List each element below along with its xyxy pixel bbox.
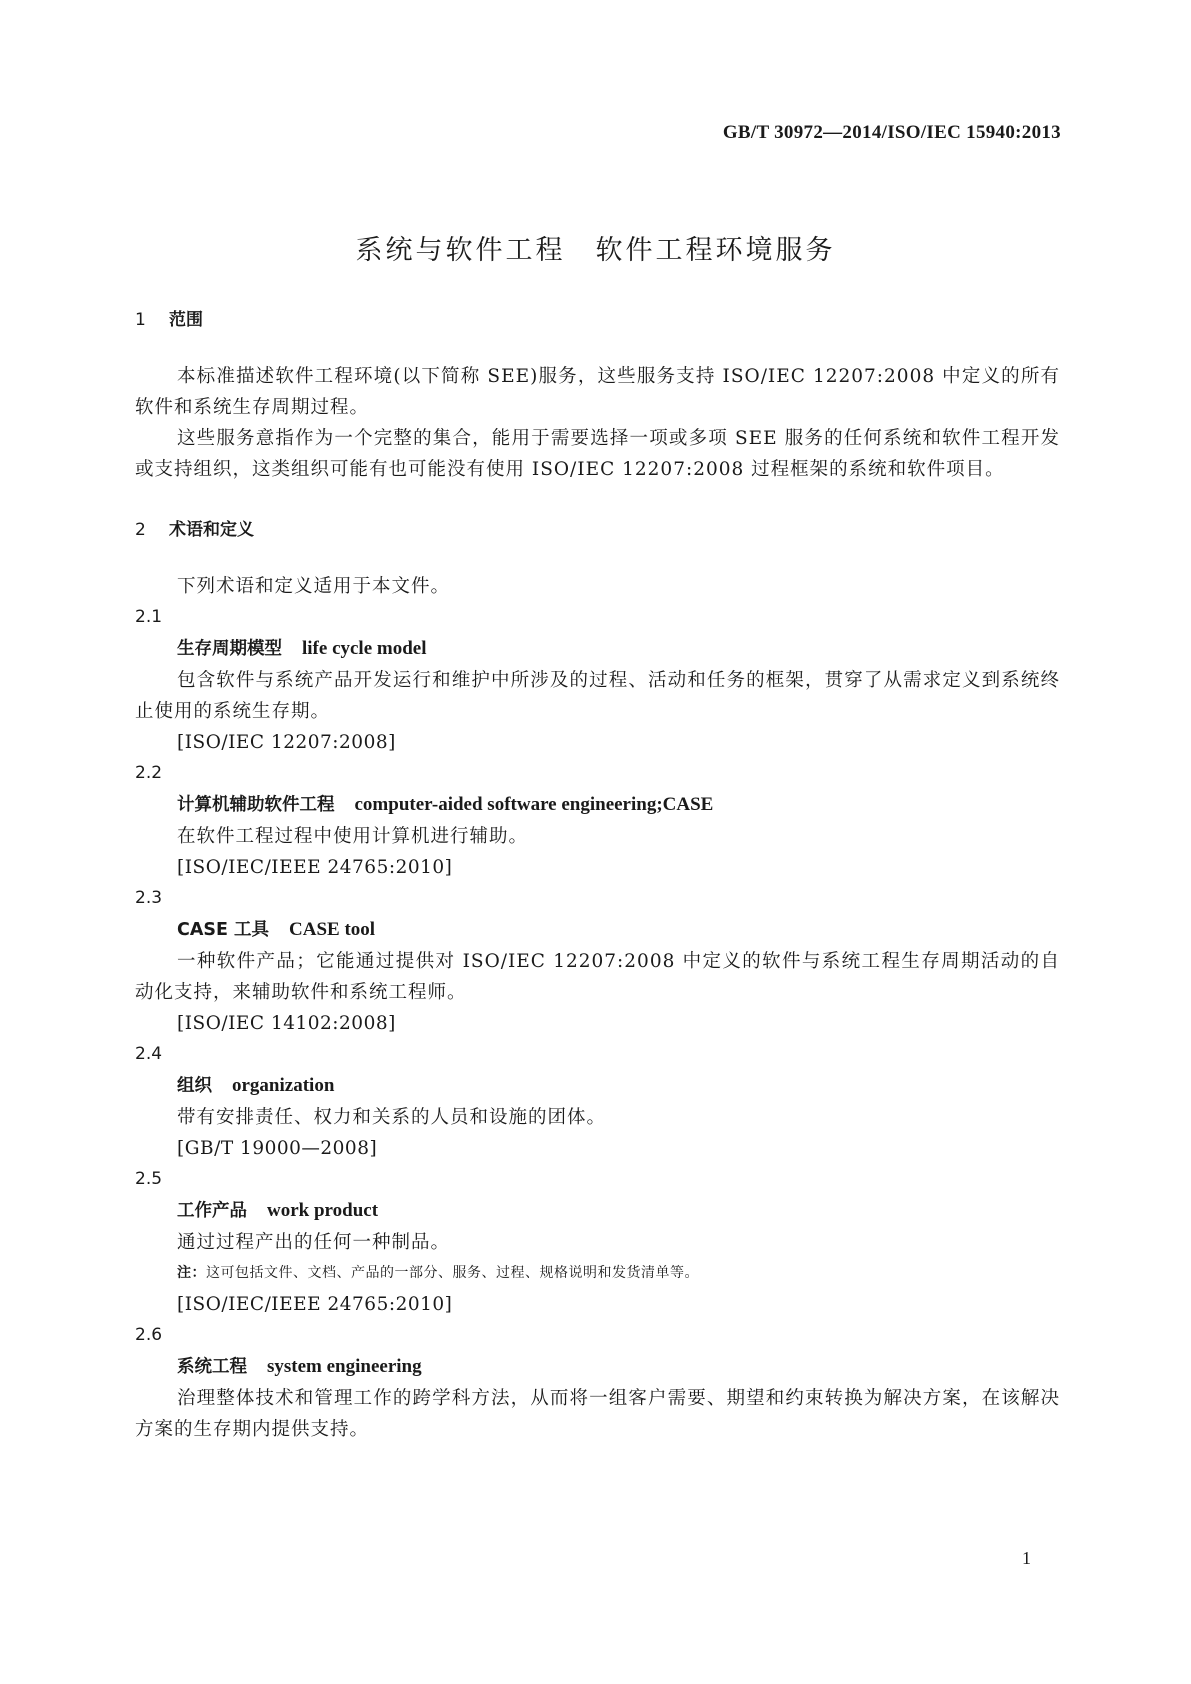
section-2-heading [135, 515, 1060, 546]
term-number: 2.2 [135, 763, 163, 783]
term-definition: 通过过程产出的任何一种制品。 [177, 1232, 451, 1253]
term-number: 2.1 [135, 607, 163, 627]
term-en: system engineering [267, 1356, 422, 1377]
term-source: [ISO/IEC/IEEE 24765:2010] [177, 1294, 453, 1315]
term-en: work product [267, 1200, 379, 1221]
note-label: 注： [177, 1265, 206, 1281]
standard-code: GB/T 30972—2014/ISO/IEC 15940:2013 [722, 122, 1061, 143]
term-definition: 一种软件产品；它能通过提供对 ISO/IEC 12207:2008 中定义的软件与系统工程生存周期活动的自动化支持，来辅助软件和系统工程师。 [135, 951, 1060, 1003]
term-zh: CASE 工具 [177, 920, 270, 940]
section-number: 2 [135, 520, 146, 540]
term-zh: 工作产品 [177, 1201, 247, 1221]
term-en: life cycle model [302, 638, 427, 659]
section-number: 1 [135, 310, 146, 330]
term-note [135, 1258, 1060, 1289]
section-1-paragraph-2: 这些服务意指作为一个完整的集合，能用于需要选择一项或多项 SEE 服务的任何系统和软件工程开发或支持组织，这类组织可能有也可能没有使用 ISO/IEC 12207:2008 过程框架的系统和软件项目。 [135, 428, 1060, 480]
term-zh: 生存周期模型 [177, 639, 282, 659]
section-title: 范围 [169, 310, 203, 330]
term-zh: 系统工程 [177, 1357, 247, 1377]
term-source: [ISO/IEC 12207:2008] [177, 732, 396, 753]
term-source: [ISO/IEC 14102:2008] [177, 1013, 396, 1034]
section-1-heading [135, 305, 1060, 336]
term-en: organization [232, 1075, 335, 1096]
term-definition: 治理整体技术和管理工作的跨学科方法，从而将一组客户需要、期望和约束转换为解决方案，在该解决方案的生存期内提供支持。 [135, 1388, 1060, 1440]
term-en: CASE tool [289, 919, 376, 940]
term-number: 2.6 [135, 1325, 163, 1345]
term-heading [135, 1070, 1060, 1102]
page-number: 1 [1022, 1548, 1031, 1568]
term-heading [135, 1351, 1060, 1383]
term-heading [135, 914, 1060, 946]
term-heading [135, 789, 1060, 821]
term-number: 2.3 [135, 888, 163, 908]
term-definition: 带有安排责任、权力和关系的人员和设施的团体。 [177, 1107, 607, 1128]
term-definition: 在软件工程过程中使用计算机进行辅助。 [177, 826, 529, 847]
term-en: computer-aided software engineering;CASE [354, 794, 714, 815]
term-heading [135, 1195, 1060, 1227]
note-text: 这可包括文件、文档、产品的一部分、服务、过程、规格说明和发货清单等。 [206, 1265, 699, 1281]
term-zh: 组织 [177, 1076, 212, 1096]
section-1-paragraph-1: 本标准描述软件工程环境(以下简称 SEE)服务，这些服务支持 ISO/IEC 12207:2008 中定义的所有软件和系统生存周期过程。 [135, 366, 1060, 418]
term-source: [ISO/IEC/IEEE 24765:2010] [177, 857, 453, 878]
term-number: 2.5 [135, 1169, 163, 1189]
term-number: 2.4 [135, 1044, 163, 1064]
term-source: [GB/T 19000—2008] [177, 1138, 378, 1159]
term-heading [135, 633, 1060, 665]
section-title: 术语和定义 [169, 520, 254, 540]
section-2-intro: 下列术语和定义适用于本文件。 [177, 576, 451, 597]
term-definition: 包含软件与系统产品开发运行和维护中所涉及的过程、活动和任务的框架，贯穿了从需求定义到系统终止使用的系统生存期。 [135, 670, 1060, 722]
document-title: 系统与软件工程 软件工程环境服务 [355, 235, 836, 266]
term-zh: 计算机辅助软件工程 [177, 795, 335, 815]
terms-list [135, 602, 1060, 1445]
